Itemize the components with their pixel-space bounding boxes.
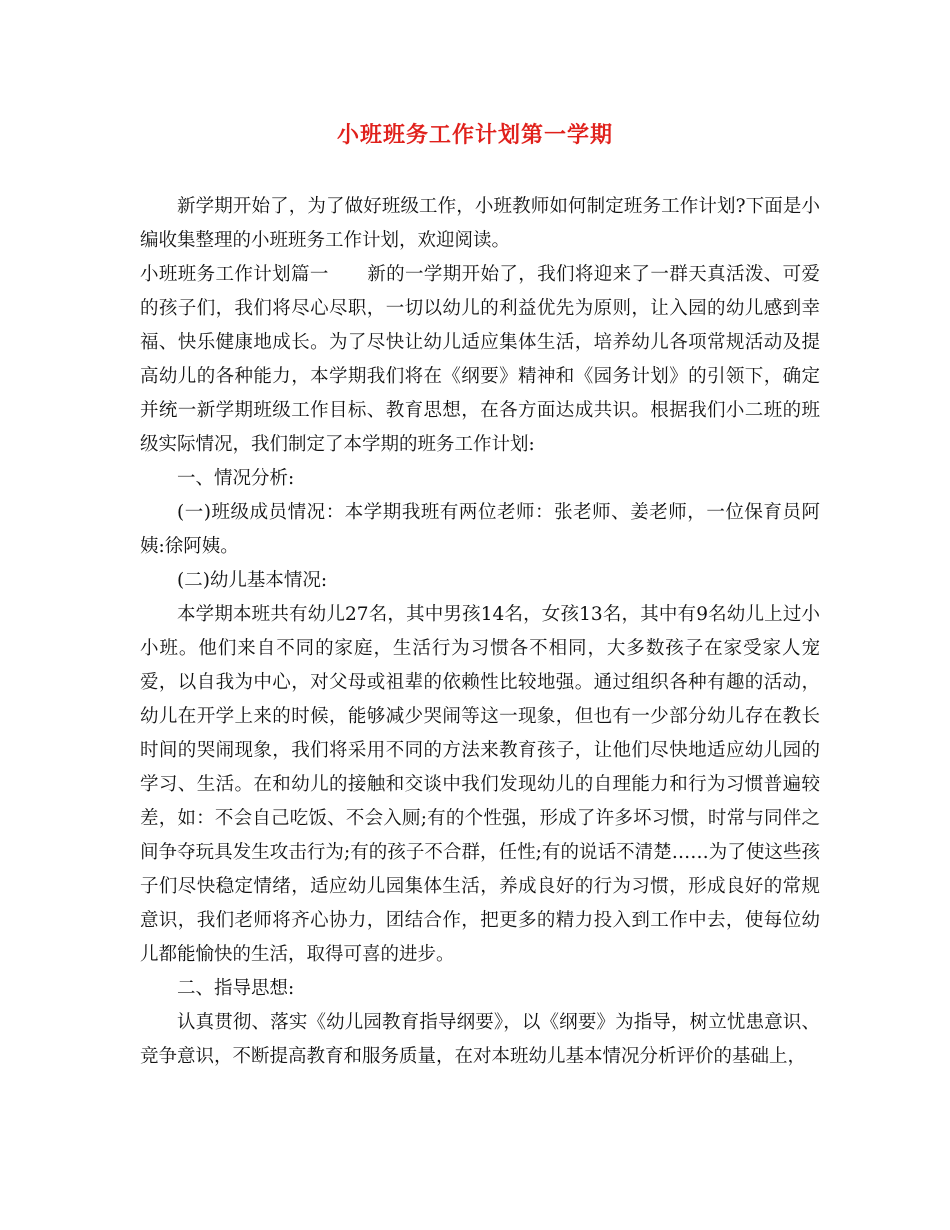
document-body: [140, 190, 820, 1074]
section2-text: 认真贯彻、落实《幼儿园教育指导纲要》，以《纲要》为指导，树立忧患意识、竞争意识，不断提高教育和服务质量，在对本班幼儿基本情况分析评价的基础上，: [140, 1012, 820, 1067]
document-title: 小班班务工作计划第一学期: [336, 122, 613, 148]
section1-sub2-text: 本学期本班共有幼儿27名，其中男孩14名，女孩13名，其中有9名幼儿上过小小班。他们来自不同的家庭，生活行为习惯各不相同，大多数孩子在家受家人宠爱，以自我为中心，对父母或祖辈的依赖性比较地强。通过组织各种有趣的活动，幼儿在开学上来的时候，能够减少哭闹等这一现象，但也有一少部分幼儿存在教长时间的哭闹现象，我们将采用不同的方法来教育孩子，让他们尽快地适应幼儿园的学习、生活。在和幼儿的接触和交谈中我们发现幼儿的自理能力和行为习惯普遍较差，如：不会自己吃饭、不会入厕;有的个性强，形成了许多坏习惯，时常与同伴之间争夺玩具发生攻击行为;有的孩子不合群，任性;有的说话不清楚……为了使这些孩子们尽快稳定情绪，适应幼儿园集体生活，养成良好的行为习惯，形成良好的常规意识，我们老师将齐心协力，团结合作，把更多的精力投入到工作中去，使每位幼儿都能愉快的生活，取得可喜的进步。: [140, 604, 820, 965]
part-paragraph: [140, 258, 820, 462]
intro-paragraph: 新学期开始了，为了做好班级工作，小班教师如何制定班务工作计划?下面是小编收集整理的小班班务工作计划，欢迎阅读。: [140, 196, 820, 251]
part-heading: 小班班务工作计划篇一: [140, 264, 329, 285]
section1-heading: 一、情况分析:: [177, 468, 295, 489]
section1-sub1: (一)班级成员情况：本学期我班有两位老师：张老师、姜老师，一位保育员阿姨:徐阿姨。: [140, 502, 820, 557]
part-text: 新的一学期开始了，我们将迎来了一群天真活泼、可爱的孩子们，我们将尽心尽职，一切以幼儿的利益优先为原则，让入园的幼儿感到幸福、快乐健康地成长。为了尽快让幼儿适应集体生活，培养幼儿各项常规活动及提高幼儿的各种能力，本学期我们将在《纲要》精神和《园务计划》的引领下，确定并统一新学期班级工作目标、教育思想，在各方面达成共识。根据我们小二班的班级实际情况，我们制定了本学期的班务工作计划:: [140, 264, 820, 455]
section2-heading: 二、指导思想:: [177, 978, 295, 999]
section1-sub2-heading: (二)幼儿基本情况:: [177, 570, 328, 591]
